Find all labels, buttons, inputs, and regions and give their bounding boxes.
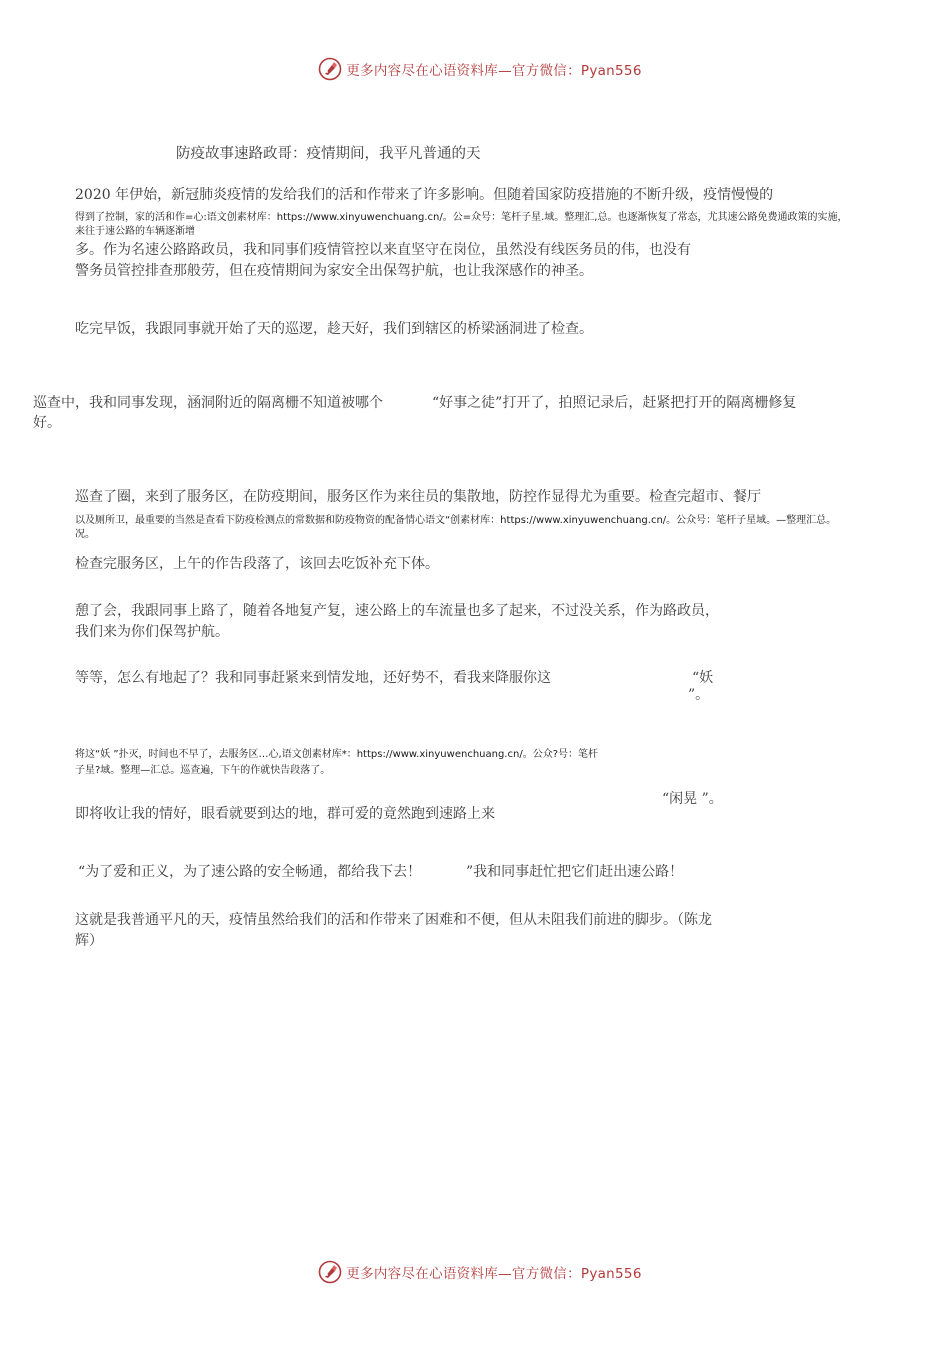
pen-nib-logo-icon <box>318 57 342 81</box>
paragraph-line: ”我和同事赶忙把它们赶出速公路！ <box>466 864 684 880</box>
watermark-line: 子星?域。整理—汇总。巡查遍，下午的作就快告段落了。 <box>75 765 331 776</box>
footer-banner <box>0 1257 950 1287</box>
paragraph-line: 多。作为名速公路路政员，我和同事们疫情管控以来直坚守在岗位，虽然没有线医务员的伟，也没有 <box>75 242 691 258</box>
paragraph-line: ”。 <box>688 687 710 703</box>
banner-text: 更多内容尽在心语资料库—官方微信：Pyan556 <box>346 63 642 79</box>
paragraph-line: “妖 <box>692 670 714 686</box>
paragraph-line: 检查完服务区，上午的作告段落了，该回去吃饭补充下体。 <box>75 556 439 572</box>
paragraph-line: 2020 年伊始，新冠肺炎疫情的发给我们的活和作带来了许多影响。但随着国家防疫措施的不断升级，疫情慢慢的 <box>75 187 774 203</box>
pen-nib-logo-icon <box>318 1260 342 1284</box>
watermark-line: 来往于速公路的车辆逐渐增 <box>75 226 195 237</box>
paragraph-line: “为了爱和正义，为了速公路的安全畅通，都给我下去！ <box>78 864 422 880</box>
paragraph-line: 这就是我普通平凡的天，疫情虽然给我们的活和作带来了困难和不便，但从未阻我们前进的脚步。（陈龙 <box>75 912 712 928</box>
banner-text: 更多内容尽在心语资料库—官方微信：Pyan556 <box>346 1266 642 1282</box>
paragraph-line: 吃完早饭，我跟同事就开始了天的巡逻，趁天好，我们到辖区的桥梁涵洞进了检查。 <box>75 321 593 337</box>
banner-content <box>318 1260 641 1284</box>
paragraph-line: 等等，怎么有地起了？我和同事赶紧来到情发地，还好势不，看我来降服你这 <box>75 670 551 686</box>
paragraph-line: 我们来为你们保驾护航。 <box>75 624 229 640</box>
paragraph-line: “闲晃 ”。 <box>662 791 723 807</box>
paragraph-line: 即将收让我的情好，眼看就要到达的地，群可爱的竟然跑到速路上来 <box>75 806 495 822</box>
paragraph-line: “好事之徒”打开了，拍照记录后，赶紧把打开的隔离栅修复 <box>432 395 797 411</box>
banner-content <box>318 57 641 81</box>
document-title: 防疫故事速路政哥：疫情期间，我平凡普通的天 <box>176 146 481 162</box>
watermark-line: 将这“妖 ”扑灭，时间也不早了，去服务区…心,语文创素材库*：https://www.xinyuwenchuang.cn/。公众?号：笔杆 <box>75 749 598 760</box>
paragraph-line: 警务员管控排查那般劳，但在疫情期间为家安全出保驾护航，也让我深感作的神圣。 <box>75 263 593 279</box>
watermark-line: 况。 <box>75 529 95 540</box>
paragraph-line: 巡查中，我和同事发现，涵洞附近的隔离栅不知道被哪个 <box>33 395 383 411</box>
watermark-line: 以及厕所卫，最重要的当然是查看下防疫检测点的常数据和防疫物资的配备情心语文“创素材库：https://www.xinyuwenchuang.cn/。公众号：笔杆子星域。—整理汇总。 <box>75 515 837 526</box>
paragraph-line: 巡查了圈，来到了服务区，在防疫期间，服务区作为来往员的集散地，防控作显得尤为重要。检查完超市、餐厅 <box>75 489 761 505</box>
watermark-line: 得到了控制，家的活和作=心:语文创素材库：https://www.xinyuwenchuang.cn/。公=众号：笔杆子星.域。整理汇,总。也逐渐恢复了常态，尤其速公路免费通政策的实施， <box>75 212 848 223</box>
paragraph-line: 憩了会，我跟同事上路了，随着各地复产复，速公路上的车流量也多了起来，不过没关系，作为路政员， <box>75 603 719 619</box>
header-banner <box>0 54 950 84</box>
paragraph-line: 辉） <box>75 933 103 949</box>
paragraph-line: 好。 <box>33 415 61 431</box>
